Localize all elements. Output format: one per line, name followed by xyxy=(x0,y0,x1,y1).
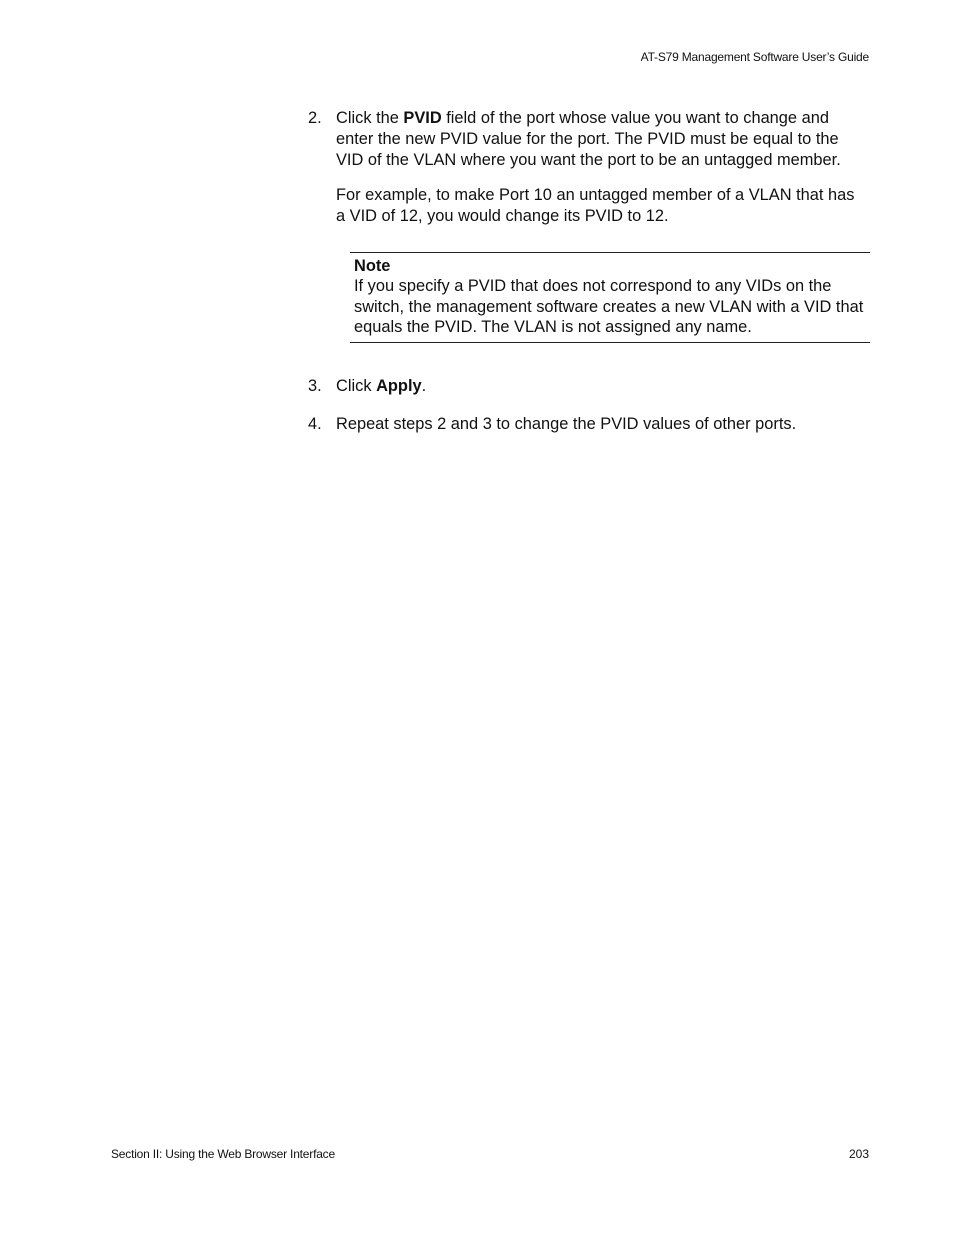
step-body xyxy=(336,414,868,435)
step-text: . xyxy=(421,377,427,395)
step-instruction xyxy=(336,108,868,170)
step-ui-term-apply: Apply xyxy=(376,377,422,395)
step-3 xyxy=(308,376,868,397)
step-4 xyxy=(308,414,868,435)
step-2 xyxy=(308,108,868,227)
step-body xyxy=(336,108,868,227)
step-text: Click the xyxy=(336,109,404,127)
step-number: 3. xyxy=(308,377,322,395)
step-body xyxy=(336,376,868,397)
step-example: For example, to make Port 10 an untagged member of a VLAN that has a VID of 12, you would change its PVID to 12. xyxy=(336,186,855,226)
running-header: AT-S79 Management Software User’s Guide xyxy=(640,50,869,64)
step-instruction: Repeat steps 2 and 3 to change the PVID values of other ports. xyxy=(336,415,797,433)
note-body: If you specify a PVID that does not correspond to any VIDs on the switch, the management software creates a new VLAN with a VID that equals the PVID. The VLAN is not assigned any name. xyxy=(354,277,864,336)
footer-section-title: Section II: Using the Web Browser Interface xyxy=(111,1147,335,1161)
step-ui-term-pvid: PVID xyxy=(403,109,442,127)
step-instruction xyxy=(336,376,868,397)
footer-page-number: 203 xyxy=(848,1147,869,1161)
note-title: Note xyxy=(354,257,391,275)
note-box xyxy=(350,252,870,343)
step-number: 4. xyxy=(308,415,322,433)
step-text: field of the port whose value you want to change and enter the new PVID value for the port. The PVID must be equal to the VID of the VLAN where you want the port to be an untagged member. xyxy=(336,109,841,169)
step-text: Click xyxy=(336,377,377,395)
step-number: 2. xyxy=(308,109,322,127)
